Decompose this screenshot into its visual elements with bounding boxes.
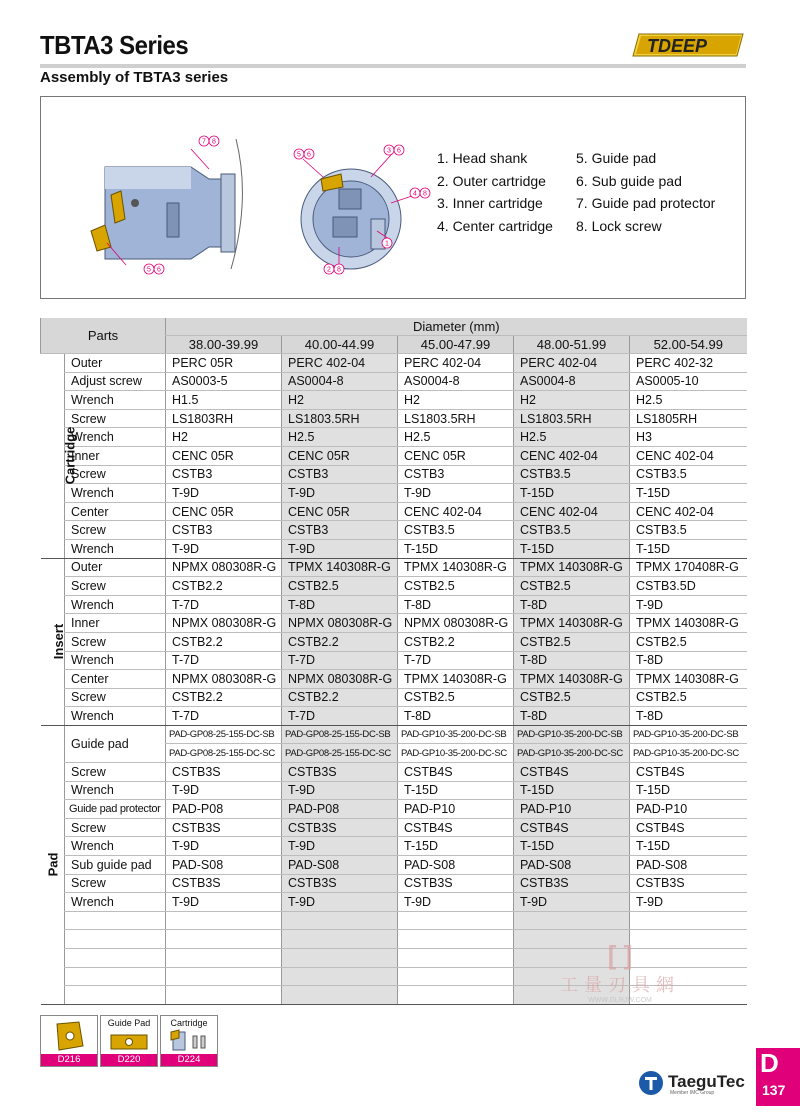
table-cell: CSTB2.2: [282, 688, 398, 707]
callout-number: 8: [212, 138, 216, 146]
table-cell: T-15D: [514, 781, 630, 800]
assembly-figure: [40, 96, 746, 299]
table-cell: T-9D: [630, 893, 747, 912]
callout-number: 3: [387, 147, 391, 155]
table-cell: LS1803.5RH: [282, 409, 398, 428]
table-cell: [282, 930, 398, 949]
section-letter: D: [760, 1048, 779, 1078]
table-cell: NPMX 080308R-G: [166, 614, 282, 633]
table-cell: CSTB3S: [166, 818, 282, 837]
legend-item: 2. Outer cartridge: [437, 172, 546, 189]
table-row: [41, 428, 747, 447]
table-cell: [282, 911, 398, 930]
table-cell: H2: [398, 391, 514, 410]
table-cell: [398, 911, 514, 930]
ref-card-insert[interactable]: [40, 1015, 98, 1067]
table-cell: NPMX 080308R-G: [282, 670, 398, 689]
row-label: Screw: [65, 818, 166, 837]
table-cell: PAD-P08: [282, 800, 398, 819]
table-cell: CSTB2.5: [514, 632, 630, 651]
table-cell: LS1803.5RH: [514, 409, 630, 428]
table-cell: H2.5: [514, 428, 630, 447]
table-cell: CENC 402-04: [630, 446, 747, 465]
table-cell: H2.5: [630, 391, 747, 410]
diameter-range: 38.00-39.99: [166, 336, 282, 354]
row-label: Guide pad protector: [65, 800, 166, 819]
table-cell: CSTB3: [166, 465, 282, 484]
table-cell: T-15D: [514, 837, 630, 856]
table-cell: CSTB4S: [630, 763, 747, 782]
row-label: Screw: [65, 688, 166, 707]
cartridge-icon: [161, 1028, 217, 1054]
category-name: Insert: [50, 624, 66, 660]
table-cell: CENC 402-04: [630, 502, 747, 521]
tdeep-logo-text: TDEEP: [647, 36, 708, 56]
table-cell: CSTB2.5: [398, 577, 514, 596]
table-cell: T-7D: [282, 707, 398, 726]
table-cell: T-9D: [282, 781, 398, 800]
table-cell: PAD-GP10-35-200-DC-SB: [398, 725, 514, 744]
watermark-text: 工量刃具網: [560, 975, 680, 995]
callout-number: 6: [157, 266, 161, 274]
row-label: Wrench: [65, 428, 166, 447]
table-cell: PAD-S08: [166, 856, 282, 875]
callout-number: 7: [202, 138, 206, 146]
table-cell: PAD-GP08-25-155-DC-SC: [166, 744, 282, 763]
table-cell: CSTB3.5: [630, 465, 747, 484]
table-cell: TPMX 140308R-G: [514, 558, 630, 577]
table-cell: T-9D: [166, 539, 282, 558]
table-cell: T-15D: [630, 484, 747, 503]
assembly-drawing: [71, 119, 431, 299]
table-cell: TPMX 140308R-G: [282, 558, 398, 577]
table-cell: T-9D: [282, 893, 398, 912]
table-row: [41, 670, 747, 689]
row-label: Screw: [65, 521, 166, 540]
callout-number: 4: [413, 190, 417, 198]
table-cell: T-15D: [630, 781, 747, 800]
table-cell: T-9D: [398, 893, 514, 912]
row-label: Wrench: [65, 391, 166, 410]
table-cell: PAD-GP10-35-200-DC-SC: [630, 744, 747, 763]
table-cell: NPMX 080308R-G: [166, 558, 282, 577]
table-cell: [398, 930, 514, 949]
table-cell: T-8D: [282, 595, 398, 614]
diameter-range: 40.00-44.99: [282, 336, 398, 354]
table-cell: PAD-P08: [166, 800, 282, 819]
table-row: [41, 837, 747, 856]
table-cell: T-9D: [166, 484, 282, 503]
table-cell: T-7D: [166, 707, 282, 726]
table-cell: T-9D: [166, 837, 282, 856]
table-cell: CSTB3: [166, 521, 282, 540]
table-cell: PAD-P10: [514, 800, 630, 819]
table-row: [41, 856, 747, 875]
watermark: [540, 940, 700, 1004]
table-row: [41, 893, 747, 912]
taegutec-emblem-icon: [638, 1070, 664, 1096]
page-subtitle: Assembly of TBTA3 series: [40, 69, 229, 86]
table-cell: CSTB2.5: [514, 688, 630, 707]
row-label: Outer: [65, 354, 166, 373]
table-cell: AS0004-8: [282, 372, 398, 391]
table-cell: CSTB2.5: [514, 577, 630, 596]
table-cell: T-8D: [398, 707, 514, 726]
table-cell: T-9D: [282, 484, 398, 503]
table-cell: CSTB3S: [630, 874, 747, 893]
tool-side-view: [91, 139, 242, 269]
legend-item: 8. Lock screw: [576, 217, 662, 234]
callout-number: 5: [297, 151, 301, 159]
table-cell: NPMX 080308R-G: [166, 670, 282, 689]
watermark-mark: [ ]: [607, 940, 633, 970]
table-cell: TPMX 140308R-G: [630, 670, 747, 689]
table-cell: TPMX 140308R-G: [514, 614, 630, 633]
table-cell: CSTB2.2: [166, 577, 282, 596]
table-cell: [166, 986, 282, 1005]
row-label: Guide pad: [65, 725, 166, 762]
table-cell: CENC 05R: [166, 502, 282, 521]
table-cell: CSTB2.2: [398, 632, 514, 651]
row-label: Adjust screw: [65, 372, 166, 391]
table-cell: T-9D: [282, 837, 398, 856]
parts-table: [40, 318, 747, 1005]
ref-card-page: D216: [41, 1054, 97, 1066]
table-cell: NPMX 080308R-G: [398, 614, 514, 633]
legend-item: 1. Head shank: [437, 150, 528, 166]
table-row: [41, 818, 747, 837]
table-cell: CSTB4S: [514, 763, 630, 782]
table-cell: H2: [166, 428, 282, 447]
table-cell: CSTB2.2: [166, 632, 282, 651]
table-row: [41, 763, 747, 782]
table-row: [41, 725, 747, 744]
row-label: Inner: [65, 614, 166, 633]
table-cell: CSTB3: [398, 465, 514, 484]
table-cell: CSTB3.5: [514, 521, 630, 540]
page-number: 137: [762, 1082, 786, 1098]
table-row: [41, 688, 747, 707]
table-row: [41, 614, 747, 633]
empty-row: [41, 911, 747, 930]
table-cell: PAD-GP10-35-200-DC-SB: [630, 725, 747, 744]
legend-item: 4. Center cartridge: [437, 217, 553, 234]
table-cell: PERC 402-04: [282, 354, 398, 373]
table-cell: [282, 986, 398, 1005]
table-cell: T-15D: [630, 837, 747, 856]
row-label: Wrench: [65, 837, 166, 856]
section-tab: [756, 1048, 800, 1106]
ref-card-page: D224: [161, 1054, 217, 1066]
table-cell: CSTB2.2: [282, 632, 398, 651]
table-cell: AS0004-8: [514, 372, 630, 391]
title-rule: [40, 64, 746, 68]
row-label: Screw: [65, 409, 166, 428]
callout-number: 8: [423, 190, 427, 198]
row-label: [65, 930, 166, 949]
table-cell: TPMX 140308R-G: [514, 670, 630, 689]
row-label: Wrench: [65, 539, 166, 558]
table-row: [41, 465, 747, 484]
legend-item: 7. Guide pad protector: [576, 195, 716, 211]
table-cell: H2.5: [398, 428, 514, 447]
table-cell: CSTB3.5: [514, 465, 630, 484]
table-cell: PERC 402-04: [514, 354, 630, 373]
table-cell: T-8D: [630, 651, 747, 670]
table-cell: CSTB2.5: [630, 688, 747, 707]
row-label: Center: [65, 502, 166, 521]
table-cell: H1.5: [166, 391, 282, 410]
table-cell: PAD-S08: [514, 856, 630, 875]
table-cell: CSTB4S: [398, 818, 514, 837]
table-cell: PAD-S08: [630, 856, 747, 875]
table-cell: PAD-GP10-35-200-DC-SC: [398, 744, 514, 763]
category-label: [41, 354, 77, 559]
table-cell: T-15D: [514, 539, 630, 558]
table-cell: [166, 967, 282, 986]
table-cell: [282, 967, 398, 986]
table-cell: H2: [282, 391, 398, 410]
table-cell: [398, 967, 514, 986]
row-label: Wrench: [65, 781, 166, 800]
diameter-range: 45.00-47.99: [398, 336, 514, 354]
row-label: Wrench: [65, 707, 166, 726]
table-cell: T-15D: [630, 539, 747, 558]
callout-number: 5: [147, 266, 151, 274]
table-cell: TPMX 140308R-G: [398, 670, 514, 689]
table-cell: CENC 05R: [166, 446, 282, 465]
table-row: [41, 354, 747, 373]
row-label: Screw: [65, 465, 166, 484]
table-cell: LS1803RH: [166, 409, 282, 428]
table-row: [41, 391, 747, 410]
diameter-range: 48.00-51.99: [514, 336, 630, 354]
table-row: [41, 539, 747, 558]
table-cell: LS1803.5RH: [398, 409, 514, 428]
tool-front-view: [301, 155, 415, 269]
row-label: Outer: [65, 558, 166, 577]
table-cell: T-8D: [514, 651, 630, 670]
diameter-range: 52.00-54.99: [630, 336, 747, 354]
table-cell: T-8D: [630, 707, 747, 726]
table-cell: CSTB3: [282, 521, 398, 540]
table-cell: T-8D: [514, 595, 630, 614]
table-cell: T-15D: [398, 539, 514, 558]
table-cell: T-9D: [630, 595, 747, 614]
row-label: [65, 967, 166, 986]
row-label: [65, 911, 166, 930]
table-cell: CSTB3S: [398, 874, 514, 893]
table-row: [41, 521, 747, 540]
table-cell: T-7D: [398, 651, 514, 670]
legend-item: 3. Inner cartridge: [437, 195, 543, 211]
table-cell: PAD-GP08-25-155-DC-SB: [166, 725, 282, 744]
table-cell: [630, 911, 747, 930]
row-label: [65, 986, 166, 1005]
table-row: [41, 651, 747, 670]
table-cell: CENC 05R: [398, 446, 514, 465]
table-cell: PAD-S08: [398, 856, 514, 875]
table-cell: PAD-GP08-25-155-DC-SC: [282, 744, 398, 763]
table-cell: T-8D: [398, 595, 514, 614]
category-label: [41, 725, 65, 1004]
table-cell: PAD-GP10-35-200-DC-SC: [514, 744, 630, 763]
table-cell: T-9D: [166, 781, 282, 800]
table-cell: [166, 949, 282, 968]
tdeep-logo: [633, 30, 746, 60]
table-cell: [398, 949, 514, 968]
table-cell: CSTB4S: [398, 763, 514, 782]
table-cell: CSTB2.5: [398, 688, 514, 707]
table-cell: PERC 05R: [166, 354, 282, 373]
table-cell: [166, 930, 282, 949]
row-label: Screw: [65, 763, 166, 782]
table-cell: PAD-P10: [398, 800, 514, 819]
table-cell: CSTB3S: [282, 874, 398, 893]
ref-card-label: Cartridge: [170, 1018, 208, 1028]
table-cell: PAD-GP08-25-155-DC-SB: [282, 725, 398, 744]
watermark-url: WWW.GLRJW.COM: [588, 997, 652, 1004]
row-label: Wrench: [65, 484, 166, 503]
table-row: [41, 800, 747, 819]
table-row: [41, 874, 747, 893]
table-cell: T-9D: [282, 539, 398, 558]
table-cell: PAD-GP10-35-200-DC-SB: [514, 725, 630, 744]
table-cell: T-7D: [282, 651, 398, 670]
legend-column-1: [437, 147, 553, 237]
table-cell: CSTB3.5: [398, 521, 514, 540]
legend-column-2: [576, 147, 715, 237]
table-cell: AS0005-10: [630, 372, 747, 391]
table-cell: LS1805RH: [630, 409, 747, 428]
table-cell: CENC 05R: [282, 446, 398, 465]
insert-icon: [41, 1018, 97, 1054]
table-cell: T-15D: [398, 781, 514, 800]
row-label: Center: [65, 670, 166, 689]
table-cell: CSTB3.5D: [630, 577, 747, 596]
table-cell: T-9D: [398, 484, 514, 503]
row-label: Sub guide pad: [65, 856, 166, 875]
callout-number: 2: [327, 266, 331, 274]
table-cell: CENC 05R: [282, 502, 398, 521]
table-cell: T-7D: [166, 595, 282, 614]
callout-number: 8: [337, 266, 341, 274]
table-cell: CENC 402-04: [398, 502, 514, 521]
table-row: [41, 372, 747, 391]
table-cell: [282, 949, 398, 968]
table-cell: CSTB3S: [282, 763, 398, 782]
legend-item: 6. Sub guide pad: [576, 172, 682, 189]
table-cell: CENC 402-04: [514, 446, 630, 465]
table-row: [41, 484, 747, 503]
table-cell: TPMX 170408R-G: [630, 558, 747, 577]
ref-card-cartridge[interactable]: [160, 1015, 218, 1067]
table-row: [41, 707, 747, 726]
table-header-row: [41, 318, 747, 336]
table-cell: H2: [514, 391, 630, 410]
ref-card-page: D220: [101, 1054, 157, 1066]
table-cell: TPMX 140308R-G: [630, 614, 747, 633]
table-row: [41, 577, 747, 596]
table-row: [41, 558, 747, 577]
parts-header: Parts: [41, 318, 166, 354]
row-label: Screw: [65, 632, 166, 651]
table-cell: CSTB2.5: [630, 632, 747, 651]
row-label: [65, 949, 166, 968]
table-cell: [514, 911, 630, 930]
table-cell: PAD-P10: [630, 800, 747, 819]
row-label: Wrench: [65, 595, 166, 614]
table-cell: [398, 986, 514, 1005]
table-cell: CSTB4S: [630, 818, 747, 837]
ref-card-guide-pad[interactable]: [100, 1015, 158, 1067]
table-row: [41, 781, 747, 800]
table-cell: CSTB3S: [166, 874, 282, 893]
legend-item: 5. Guide pad: [576, 150, 657, 166]
callout-number: 6: [307, 151, 311, 159]
table-cell: T-9D: [166, 893, 282, 912]
table-cell: CENC 402-04: [514, 502, 630, 521]
table-cell: TPMX 140308R-G: [398, 558, 514, 577]
table-cell: CSTB2.5: [282, 577, 398, 596]
diameter-header: Diameter (mm): [166, 318, 747, 336]
table-cell: H2.5: [282, 428, 398, 447]
table-cell: CSTB3S: [166, 763, 282, 782]
table-cell: PERC 402-32: [630, 354, 747, 373]
table-cell: AS0004-8: [398, 372, 514, 391]
row-label: Screw: [65, 577, 166, 596]
table-row: [41, 446, 747, 465]
company-tagline: Member IMC Group: [670, 1090, 715, 1096]
company-name: TaeguTec: [668, 1072, 745, 1091]
table-row: [41, 632, 747, 651]
page-title: TBTA3 Series: [40, 30, 189, 60]
category-label: [41, 558, 65, 725]
table-cell: CSTB3S: [514, 874, 630, 893]
table-row: [41, 502, 747, 521]
table-cell: CSTB3: [282, 465, 398, 484]
table-cell: T-9D: [514, 893, 630, 912]
category-name: Cartridge: [61, 426, 77, 485]
table-cell: CSTB3.5: [630, 521, 747, 540]
table-cell: T-7D: [166, 651, 282, 670]
ref-card-label: Guide Pad: [107, 1018, 151, 1028]
table-cell: T-15D: [514, 484, 630, 503]
table-cell: [166, 911, 282, 930]
table-cell: CSTB4S: [514, 818, 630, 837]
table-cell: CSTB3S: [282, 818, 398, 837]
table-cell: H3: [630, 428, 747, 447]
table-cell: T-15D: [398, 837, 514, 856]
table-cell: CSTB2.2: [166, 688, 282, 707]
row-label: Inner: [65, 446, 166, 465]
row-label: Wrench: [65, 651, 166, 670]
table-cell: NPMX 080308R-G: [282, 614, 398, 633]
callout-number: 6: [397, 147, 401, 155]
table-cell: AS0003-5: [166, 372, 282, 391]
row-label: Wrench: [65, 893, 166, 912]
table-row: [41, 595, 747, 614]
table-cell: PERC 402-04: [398, 354, 514, 373]
table-cell: PAD-S08: [282, 856, 398, 875]
table-cell: T-8D: [514, 707, 630, 726]
callout-number: 1: [385, 240, 389, 248]
category-name: Pad: [44, 852, 60, 877]
table-row: [41, 409, 747, 428]
guide-pad-icon: [101, 1030, 157, 1054]
row-label: Screw: [65, 874, 166, 893]
